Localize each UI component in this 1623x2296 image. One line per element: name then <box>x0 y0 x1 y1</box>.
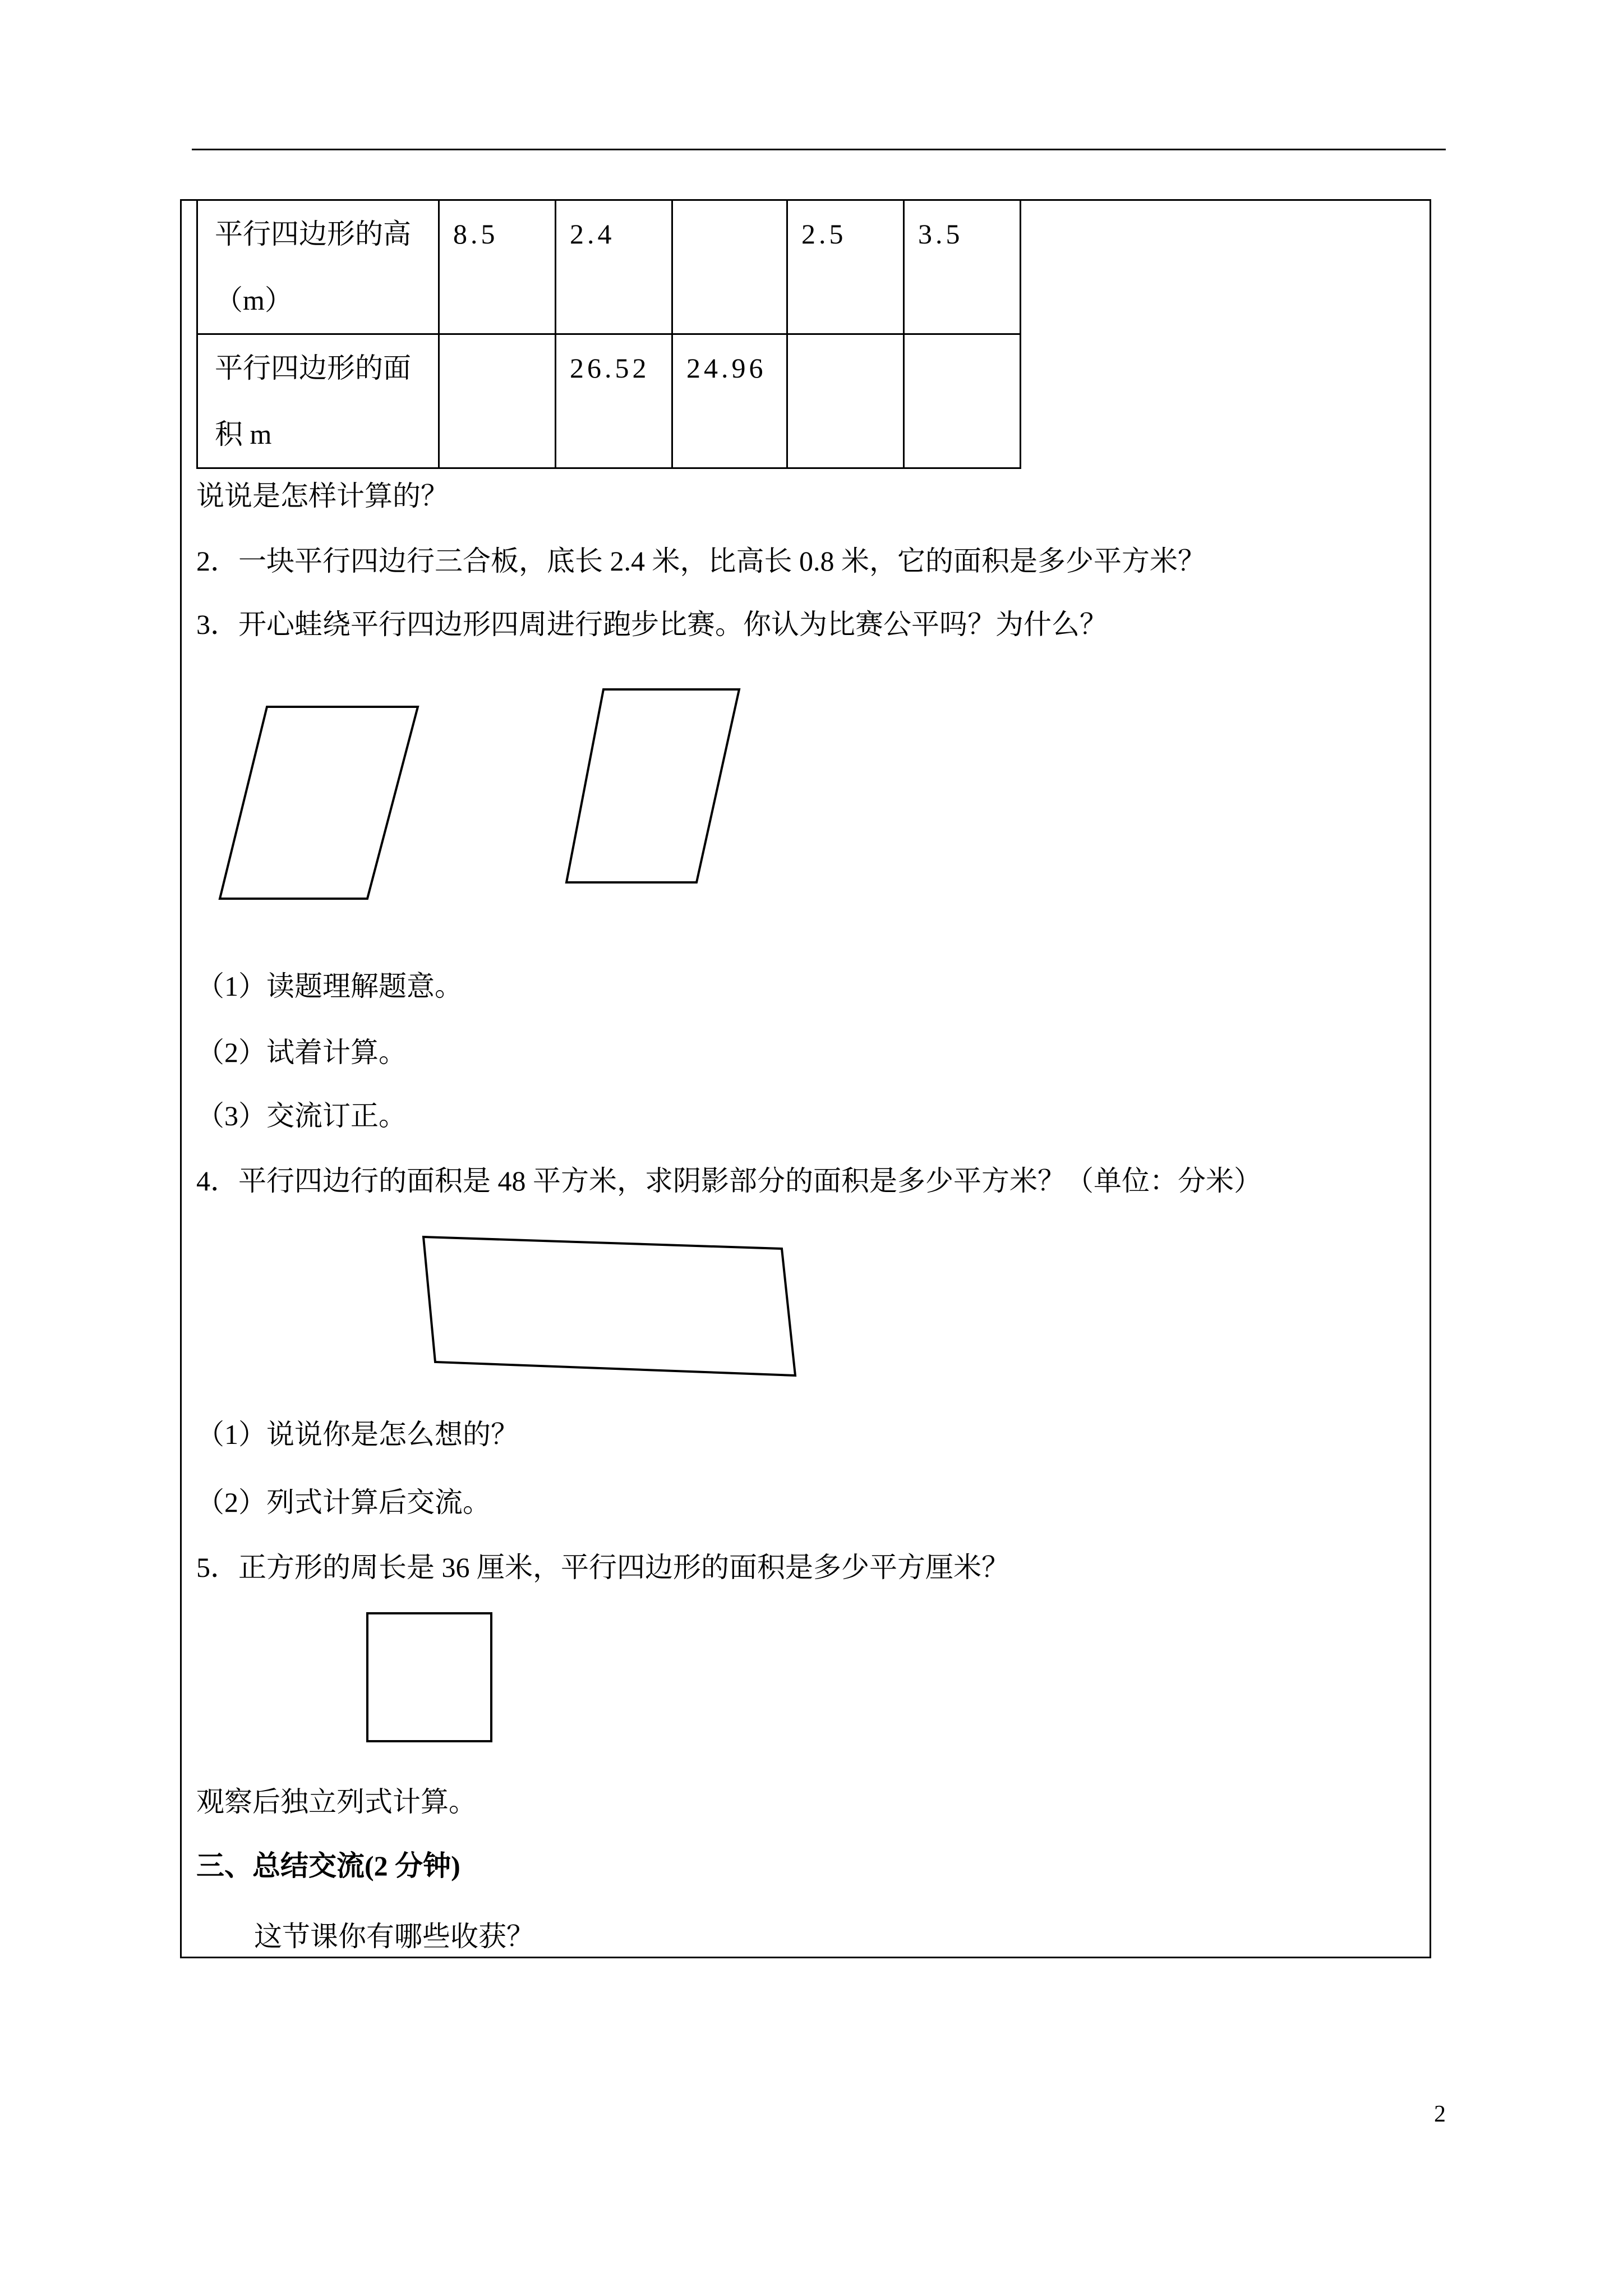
question-3-step: （3）交流订正。 <box>196 1100 407 1131</box>
row-label-line: 平行四边形的面 <box>215 352 411 384</box>
explain-prompt: 说说是怎样计算的？ <box>196 480 449 512</box>
table-row-area <box>197 334 1021 468</box>
table-cell <box>787 334 904 468</box>
question-5: 5．正方形的周长是 36 厘米，平行四边形的面积是多少平方厘米？ <box>196 1552 1009 1583</box>
question-4: 4．平行四边行的面积是 48 平方米，求阴影部分的面积是多少平方米？（单位：分米） <box>196 1165 1262 1197</box>
header-rule <box>192 149 1446 150</box>
table-cell: 24.96 <box>672 334 787 468</box>
values-table <box>196 199 1021 469</box>
table-cell <box>672 200 787 334</box>
table-cell: 2.4 <box>556 200 672 334</box>
row-label-height <box>197 200 439 334</box>
row-label-line: 积 m <box>215 418 272 450</box>
page-number: 2 <box>1434 2101 1446 2127</box>
table-cell <box>439 334 556 468</box>
question-5-note: 观察后独立列式计算。 <box>196 1786 477 1818</box>
table-row-height <box>197 200 1021 334</box>
table-cell: 2.5 <box>787 200 904 334</box>
row-label-line: （m） <box>215 284 293 316</box>
row-label-line: 平行四边形的高 <box>215 218 411 250</box>
row-label-area <box>197 334 439 468</box>
question-3-step: （2）试着计算。 <box>196 1037 407 1068</box>
question-2: 2．一块平行四边行三合板，底长 2.4 米，比高长 0.8 米，它的面积是多少平方米？ <box>196 545 1206 577</box>
question-3: 3．开心蛙绕平行四边形四周进行跑步比赛。你认为比赛公平吗？为什么？ <box>196 609 1108 640</box>
question-4-step: （2）列式计算后交流。 <box>196 1487 491 1518</box>
question-3-step: （1）读题理解题意。 <box>196 970 463 1002</box>
question-4-step: （1）说说你是怎么想的？ <box>196 1419 519 1450</box>
table-cell: 3.5 <box>904 200 1021 334</box>
section-3-prompt: 这节课你有哪些收获？ <box>254 1921 534 1952</box>
section-3-title: 三、总结交流(2 分钟) <box>196 1850 460 1881</box>
table-cell: 26.52 <box>556 334 672 468</box>
table-cell <box>904 334 1021 468</box>
table-cell: 8.5 <box>439 200 556 334</box>
